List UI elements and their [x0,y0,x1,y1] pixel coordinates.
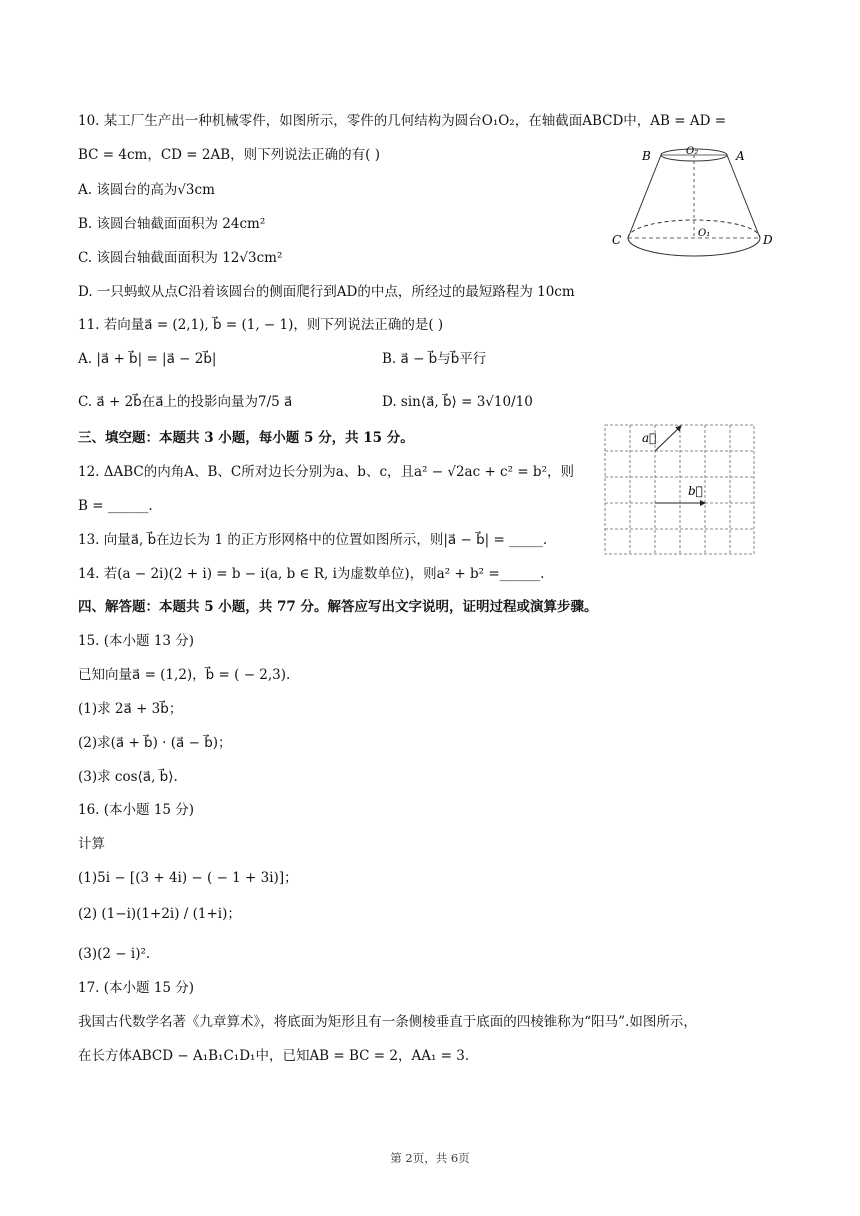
frustum-label-a: A [736,149,745,163]
frustum-label-o2: O₂ [686,146,699,157]
q13-stem: 13. 向量a⃗, b⃗在边长为 1 的正方形网格中的位置如图所示，则|a⃗ − b⃗| = _____. [78,532,548,548]
q15-part1: (1)求 2a⃗ + 3b⃗； [78,701,183,717]
section-fill-blank: 三、填空题：本题共 3 小题，每小题 5 分，共 15 分。 [78,430,414,446]
frustum-label-b: B [642,149,651,163]
q17-stem-cont: 在长方体ABCD − A₁B₁C₁D₁中，已知AB = BC = 2，AA₁ = 3. [78,1048,470,1064]
vector-a-arrow [655,426,681,451]
q10-option-c: C. 该圆台轴截面面积为 12√3cm² [78,250,283,266]
q11-option-b: B. a⃗ − b⃗与b⃗平行 [382,351,487,367]
q10-stem: 10. 某工厂生产出一种机械零件，如图所示，零件的几何结构为圆台O₁O₂，在轴截面ABCD中，AB = AD = [78,113,727,129]
q11-option-d: D. sin⟨a⃗, b⃗⟩ = 3√10/10 [382,394,533,410]
frustum-bottom-front [628,238,760,256]
frustum-left-edge [628,155,661,238]
q12-stem: 12. ΔABC的内角A、B、C所对边长分别为a、b、c，且a² − √2ac + c² = b²，则 [78,464,574,480]
page-footer: 第 2页，共 6页 [390,1151,470,1165]
frustum-label-d: D [763,233,773,247]
frustum-label-o1: O₁ [698,228,711,239]
q16-part2: (2) (1−i)(1+2i) / (1+i)； [78,906,241,922]
q10-option-d: D. 一只蚂蚁从点C沿着该圆台的侧面爬行到AD的中点，所经过的最短路程为 10cm [78,284,575,300]
q15-part2: (2)求(a⃗ + b⃗) · (a⃗ − b⃗)； [78,735,232,751]
q11-stem: 11. 若向量a⃗ = (2,1), b⃗ = (1, − 1)，则下列说法正确的是( ) [78,317,444,333]
q14-stem: 14. 若(a − 2i)(2 + i) = b − i(a, b ∈ R, i为虚数单位)，则a² + b² =______. [78,566,545,582]
frustum-figure [608,140,783,265]
q16-header: 16. (本小题 15 分) [78,802,195,818]
q17-header: 17. (本小题 15 分) [78,980,195,996]
q16-part1: (1)5i − [(3 + 4i) − ( − 1 + 3i)]； [78,870,298,886]
q15-part3: (3)求 cos⟨a⃗, b⃗⟩. [78,769,178,785]
frustum-right-edge [727,155,760,238]
frustum-label-c: C [612,233,622,247]
q15-stem: 已知向量a⃗ = (1,2)，b⃗ = ( − 2,3). [78,667,291,683]
grid-lines [605,425,754,554]
q17-stem: 我国古代数学名著《九章算术》，将底面为矩形且有一条侧棱垂直于底面的四棱锥称为“阳马”.如图所示， [78,1014,697,1030]
q10-stem-cont: BC = 4cm，CD = 2AB，则下列说法正确的有( ) [78,147,380,163]
vector-b-label: b⃗ [688,484,703,498]
q12-stem-cont: B = ______. [78,498,153,514]
q16-part3: (3)(2 − i)². [78,946,151,962]
q11-option-c: C. a⃗ + 2b⃗在a⃗上的投影向量为7/5 a⃗ [78,394,293,410]
q11-option-a: A. |a⃗ + b⃗| = |a⃗ − 2b⃗| [78,351,217,367]
q10-option-a: A. 该圆台的高为√3cm [78,182,215,198]
vector-grid-figure [604,424,756,556]
q16-stem: 计算 [78,836,105,852]
q15-header: 15. (本小题 13 分) [78,633,195,649]
vector-a-label: a⃗ [642,431,657,445]
q10-option-b: B. 该圆台轴截面面积为 24cm² [78,216,266,232]
section-solutions: 四、解答题：本题共 5 小题，共 77 分。解答应写出文字说明，证明过程或演算步骤。 [78,599,598,615]
